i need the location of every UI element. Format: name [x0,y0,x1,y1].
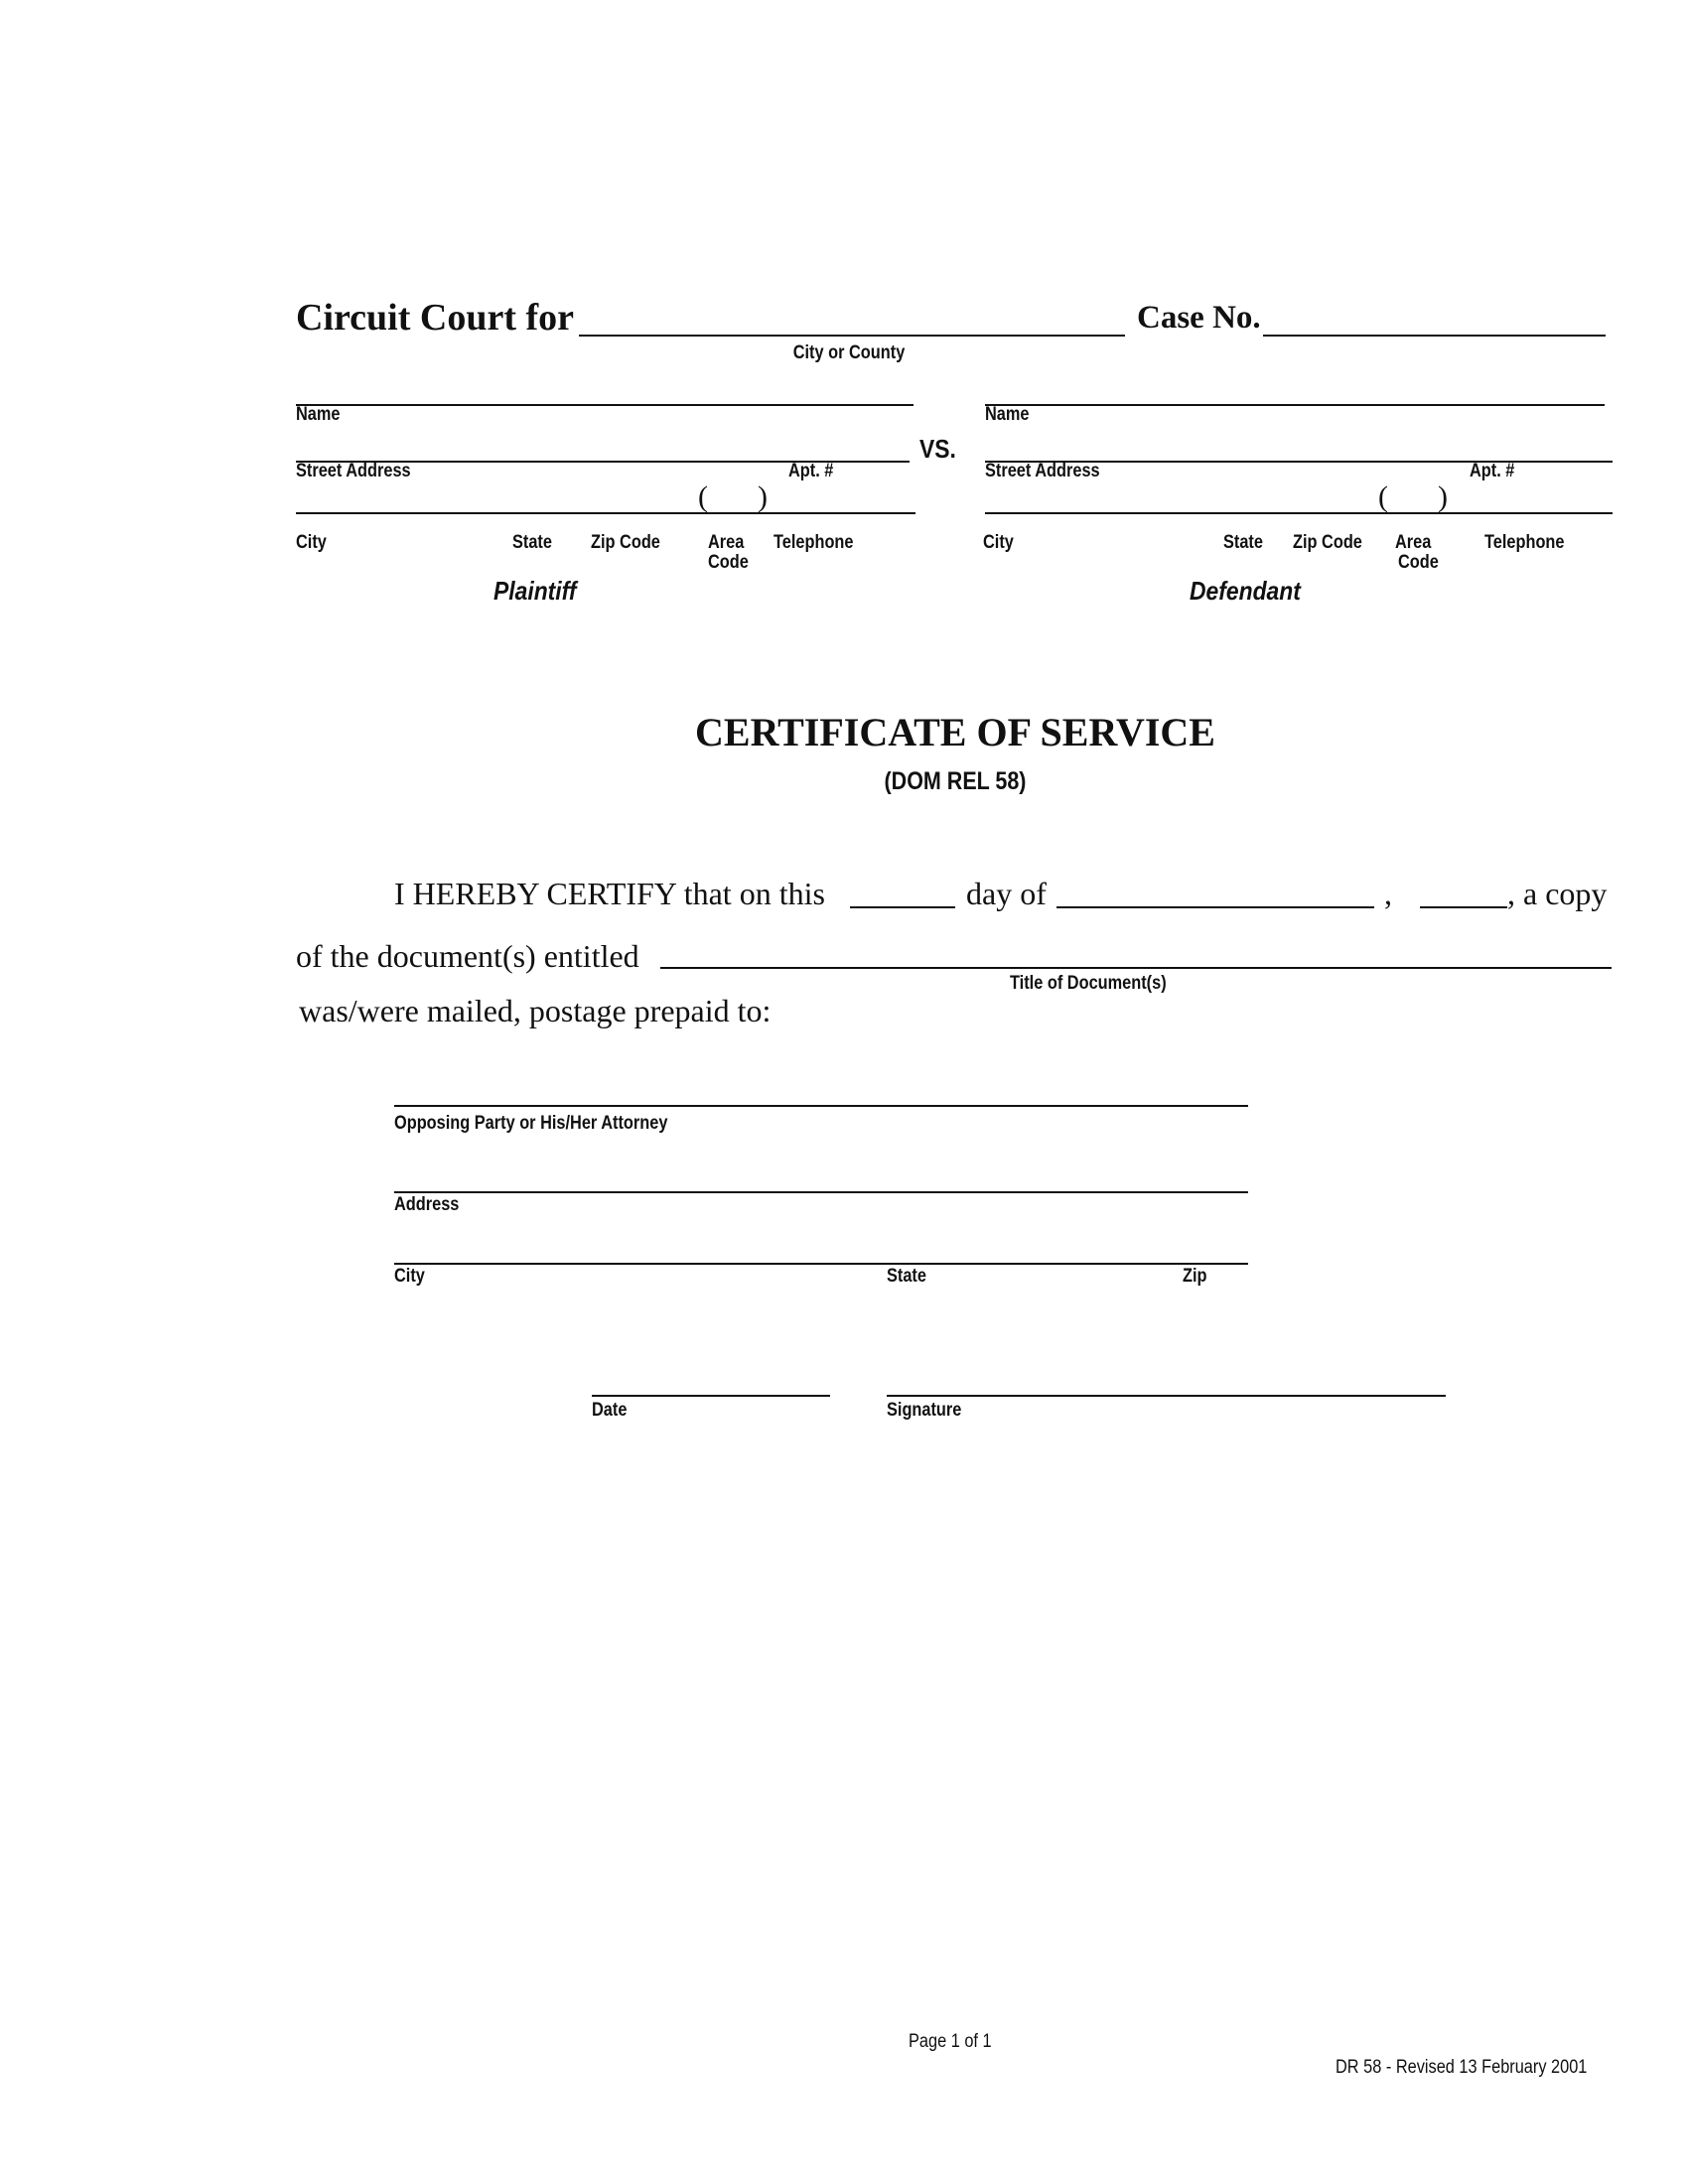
document-title-label: Title of Document(s) [1010,973,1167,994]
plaintiff-area-paren-close: ) [758,480,768,513]
plaintiff-city-label: City [296,532,327,553]
document-title-field[interactable] [660,967,1612,969]
certify-text-1: I HEREBY CERTIFY that on this [394,876,825,911]
city-county-field[interactable] [579,335,1125,337]
plaintiff-name-label: Name [296,404,341,425]
recipient-address-label: Address [394,1194,460,1215]
plaintiff-state-label: State [512,532,552,553]
signature-label: Signature [887,1400,962,1421]
opposing-party-label: Opposing Party or His/Her Attorney [394,1113,668,1134]
signature-field[interactable] [887,1395,1446,1397]
page-number: Page 1 of 1 [909,2031,992,2052]
defendant-area-paren-open: ( [1378,480,1388,513]
vs-label: VS. [919,434,956,464]
certify-comma: , [1384,876,1392,911]
defendant-apt-label: Apt. # [1470,461,1515,481]
year-field[interactable] [1420,906,1507,908]
plaintiff-area-label: Area [708,532,745,553]
defendant-zip-label: Zip Code [1293,532,1362,553]
court-label: Circuit Court for [296,297,575,339]
defendant-code-label: Code [1398,552,1439,573]
plaintiff-name-field[interactable] [296,404,914,406]
case-no-field[interactable] [1263,335,1606,337]
plaintiff-code-label: Code [708,552,749,573]
recipient-city-label: City [394,1266,425,1287]
recipient-zip-label: Zip [1183,1266,1207,1287]
date-field[interactable] [592,1395,830,1397]
recipient-city-state-zip-field[interactable] [394,1263,1248,1265]
month-field[interactable] [1056,906,1374,908]
defendant-name-field[interactable] [985,404,1605,406]
defendant-name-label: Name [985,404,1030,425]
plaintiff-telephone-label: Telephone [774,532,854,553]
plaintiff-area-paren-open: ( [698,480,708,513]
day-field[interactable] [850,906,955,908]
plaintiff-city-field[interactable] [296,512,915,514]
plaintiff-apt-label: Apt. # [788,461,834,481]
plaintiff-role-label: Plaintiff [493,576,577,606]
defendant-area-label: Area [1395,532,1432,553]
certify-text-5: was/were mailed, postage prepaid to: [299,993,772,1028]
defendant-city-field[interactable] [985,512,1613,514]
certify-text-2: day of [966,876,1047,911]
certify-text-3: , a copy [1507,876,1608,911]
case-no-label: Case No. [1137,300,1261,336]
defendant-telephone-label: Telephone [1484,532,1565,553]
defendant-area-paren-close: ) [1438,480,1448,513]
defendant-state-label: State [1223,532,1263,553]
plaintiff-zip-label: Zip Code [591,532,660,553]
certify-text-4: of the document(s) entitled [296,938,639,974]
recipient-state-label: State [887,1266,926,1287]
defendant-role-label: Defendant [1190,576,1301,606]
city-county-label: City or County [792,342,906,363]
recipient-address-field[interactable] [394,1191,1248,1193]
opposing-party-field[interactable] [394,1105,1248,1107]
form-title: CERTIFICATE OF SERVICE [695,710,1215,754]
revision-label: DR 58 - Revised 13 February 2001 [1336,2057,1588,2078]
defendant-city-label: City [983,532,1014,553]
plaintiff-street-label: Street Address [296,461,411,481]
form-subtitle: (DOM REL 58) [884,767,1027,795]
date-label: Date [592,1400,628,1421]
defendant-street-label: Street Address [985,461,1100,481]
